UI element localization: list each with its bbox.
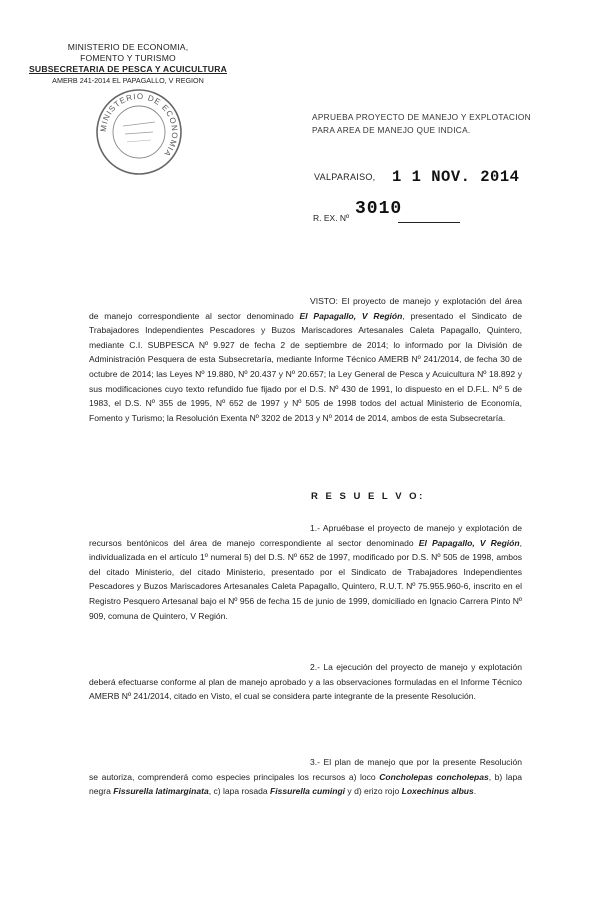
letterhead [28,42,228,86]
article-2-text-1: explotación deberá efectuarse conforme al plan de manejo aprobado y a las observaciones formuladas en el Informe Técnico AMERB Nº 241/2014, citado en Visto, el cual se considera parte integrante de la presente Resolución. [89,662,523,702]
svg-text:MINISTERIO DE ECONOMIA [99,92,179,159]
subject-line-1: APRUEBA PROYECTO DE MANEJO Y EXPLOTACION [312,112,531,122]
visto-text-1: área de manejo correspondiente al sector denominado [89,296,523,321]
species-4: Loxechinus albus [401,786,474,797]
article-1-sector: El Papagallo, V Región [418,537,520,548]
letterhead-ministry: MINISTERIO DE ECONOMIA, [67,42,189,52]
resolution-number-label: R. EX. Nº [313,213,350,223]
visto-sector: El Papagallo, V Región [299,310,403,321]
article-3-text-1: Resolución se autoriza, comprenderá como especies principales los recursos a) loco [89,757,522,782]
letterhead-subsecretaria: SUBSECRETARIA DE PESCA Y ACUICULTURA [28,64,228,74]
resolution-number-value: 3010 [355,199,403,219]
visto-text-2: , presentado el Sindicato de Trabajadores Independientes Pescadores y Buzos Mariscadores Artesanales Caleta Papagallo, Quintero, mediante C.I. SUBPESCA Nº 9.927 de fecha 2 de septiembre de 2014; lo informado por la División de Administración Pesquera de esta Subsecretaría, mediante Informe Técnico AMERB Nº 241/2014, de fecha 30 de octubre de 2014; las Leyes Nº 19.880, Nº 20.437 y Nº 20.657; la Ley General de Pesca y Acuicultura Nº 18.892 y sus modificaciones cuyo texto refundido fue fijado por el D.S. Nº 430 de 1991, lo dispuesto en el D.F.L. Nº 5 de 1983, el D.S. Nº 355 de 1995, Nº 652 de 1997 y Nº 505 de 1998 todos del actual Ministerio de Economía, Fomento y Turismo; la Resolución Exenta Nº 3202 de 2013 y Nº 2014 de 2014, ambos de esta Subsecretaría. [89,310,522,423]
official-stamp-seal [93,86,185,178]
dateline-place: VALPARAISO, [314,172,376,182]
visto-paragraph [89,294,522,425]
letterhead-reference: AMERB 241-2014 EL PAPAGALLO, V REGION [52,76,204,85]
species-3: Fissurella cumingi [270,786,346,797]
article-3-text-5: . [473,786,477,797]
dateline [314,168,519,186]
stamp-text: MINISTERIO DE ECONOMIA [98,91,180,159]
article-2 [89,660,522,704]
article-3-text-2: , b) lapa negra [89,771,522,797]
visto-lead: VISTO: El proyecto de manejo y explotación del [310,296,502,306]
article-3-text-4: y d) erizo rojo [345,786,402,797]
subject-line-2: PARA AREA DE MANEJO QUE INDICA. [312,124,471,135]
article-1-text-2: , individualizada en el artículo 1º numeral 5) del D.S. Nº 652 de 1997, modificado por D.S. Nº 505 de 1998, ambos del citado Ministerio, del citado Ministerio, presentado por el Sindicato de Trabajadores Independientes Pescadores y Buzos Mariscadores Artesanales Caleta Papagallo, Quintero, R.U.T. Nº 75.955.960-6, inscrito en el Registro Pesquero Artesanal bajo el Nº 956 de fecha 15 de junio de 1999, domiciliado en Ignacio Carrera Pinto Nº 909, comuna de Quintero, V Región. [89,537,523,621]
article-2-lead: 2.- La ejecución del proyecto de manejo y [310,662,476,672]
resolution-number-underline [398,213,460,223]
article-1-text-1: explotación de recursos bentónicos del área de manejo correspondiente al sector denominado [89,523,523,548]
article-3-text-3: , c) lapa rosada [208,786,271,797]
species-2: Fissurella latimarginata [113,786,209,797]
article-3 [89,755,522,799]
article-3-lead: 3.- El plan de manejo que por la presente [310,757,477,767]
document-subject [312,111,537,136]
resuelvo-heading: R E S U E L V O: [311,491,425,502]
dateline-date-stamp: 1 1 NOV. 2014 [392,168,520,186]
species-1: Concholepas concholepas [379,771,489,782]
resolution-number [313,199,460,223]
letterhead-ministry-2: FOMENTO Y TURISMO [80,53,176,63]
article-1-lead: 1.- Apruébase el proyecto de manejo y [310,523,463,533]
article-1 [89,521,522,623]
